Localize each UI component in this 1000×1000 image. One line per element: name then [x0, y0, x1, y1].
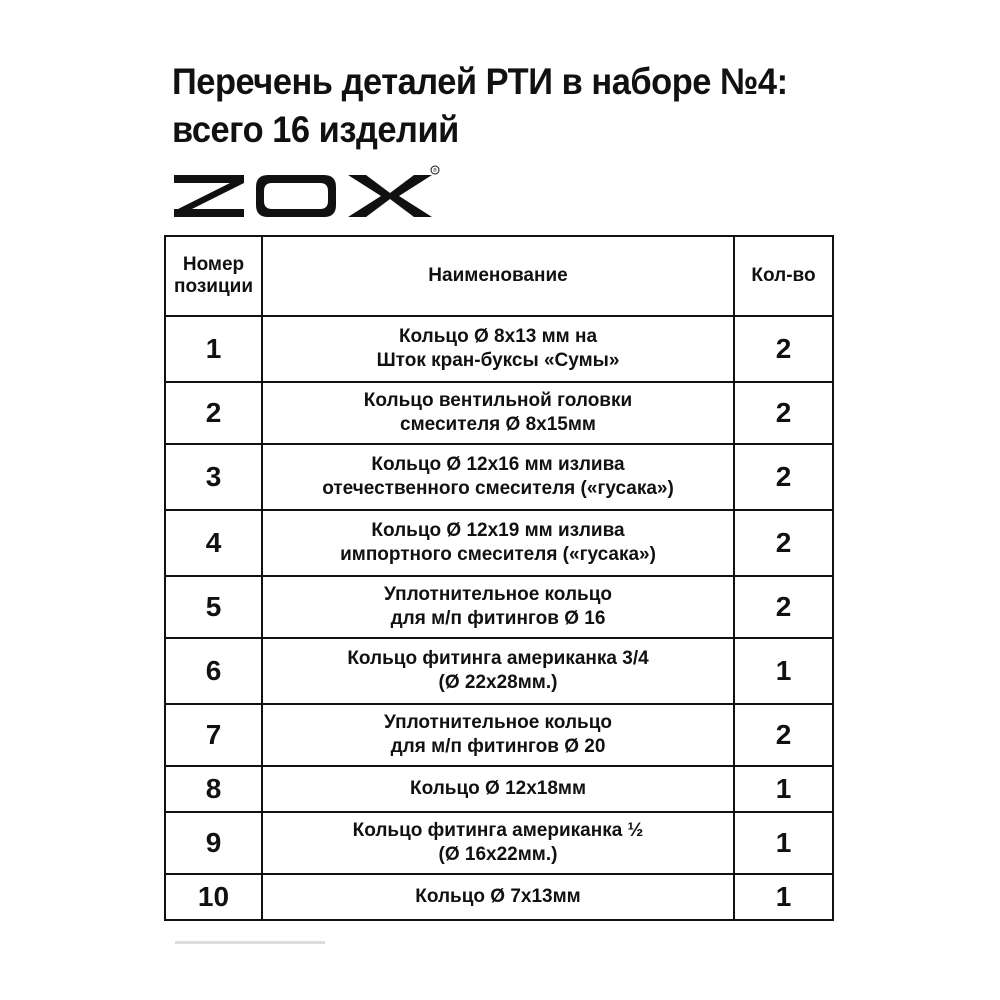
table-row	[165, 874, 833, 920]
row-name-line1: Уплотнительное кольцо	[384, 712, 612, 733]
row-quantity: 1	[734, 638, 833, 704]
row-quantity: 2	[734, 316, 833, 382]
page-heading	[172, 58, 788, 154]
row-name	[262, 704, 734, 766]
row-quantity: 1	[734, 874, 833, 920]
row-name	[262, 874, 734, 920]
row-quantity: 2	[734, 576, 833, 638]
row-name	[262, 766, 734, 812]
row-name-line2: Шток кран-буксы «Сумы»	[376, 350, 620, 371]
row-name-line1: Кольцо фитинга американка 3/4	[347, 648, 649, 669]
row-name-line1: Кольцо Ø 8x13 мм на	[398, 326, 598, 347]
table-row	[165, 444, 833, 510]
row-quantity: 2	[734, 510, 833, 576]
row-number: 10	[165, 874, 262, 920]
row-quantity: 2	[734, 444, 833, 510]
page-title: Перечень деталей РТИ в наборе №4:	[172, 61, 788, 102]
row-name	[262, 444, 734, 510]
table-row	[165, 638, 833, 704]
row-name	[262, 510, 734, 576]
row-name-line2: отечественного смесителя («гусака»)	[322, 478, 674, 499]
row-name-line2: смесителя Ø 8x15мм	[400, 414, 596, 435]
row-quantity: 2	[734, 704, 833, 766]
zox-logo	[172, 165, 440, 223]
row-name-line2: (Ø 16x22мм.)	[438, 844, 558, 865]
row-name-line1: Уплотнительное кольцо	[384, 584, 612, 605]
table-row	[165, 766, 833, 812]
scan-artifact	[175, 941, 325, 944]
row-name-line1: Кольцо фитинга американка ½	[352, 820, 644, 841]
header-qty: Кол-во	[734, 236, 833, 316]
header-name: Наименование	[262, 236, 734, 316]
row-name-line1: Кольцо Ø 12x18мм	[409, 778, 587, 799]
row-name	[262, 382, 734, 444]
row-name	[262, 576, 734, 638]
row-name	[262, 812, 734, 874]
row-name	[262, 638, 734, 704]
row-number: 7	[165, 704, 262, 766]
header-position-label: Номер позиции	[174, 254, 253, 297]
table-row	[165, 576, 833, 638]
row-quantity: 1	[734, 812, 833, 874]
row-name-line2: импортного смесителя («гусака»)	[340, 544, 656, 565]
row-number: 1	[165, 316, 262, 382]
page-subtitle: всего 16 изделий	[172, 109, 459, 150]
registered-mark: ®	[433, 168, 437, 174]
table-row	[165, 382, 833, 444]
row-number: 4	[165, 510, 262, 576]
row-name-line2: для м/п фитингов Ø 20	[390, 736, 606, 757]
table-header-row	[165, 236, 833, 316]
row-number: 5	[165, 576, 262, 638]
parts-table	[164, 235, 834, 921]
row-number: 2	[165, 382, 262, 444]
row-number: 9	[165, 812, 262, 874]
row-name-line2: (Ø 22x28мм.)	[438, 672, 558, 693]
row-name-line2: для м/п фитингов Ø 16	[390, 608, 606, 629]
table-row	[165, 812, 833, 874]
row-name-line1: Кольцо Ø 7x13мм	[415, 886, 581, 907]
table-row	[165, 316, 833, 382]
row-name	[262, 316, 734, 382]
row-name-line1: Кольцо Ø 12x19 мм излива	[371, 520, 625, 541]
row-number: 3	[165, 444, 262, 510]
row-number: 8	[165, 766, 262, 812]
header-position	[165, 236, 262, 316]
table-row	[165, 510, 833, 576]
row-name-line1: Кольцо Ø 12x16 мм излива	[371, 454, 625, 475]
table-row	[165, 704, 833, 766]
row-name-line1: Кольцо вентильной головки	[363, 390, 633, 411]
row-quantity: 1	[734, 766, 833, 812]
row-number: 6	[165, 638, 262, 704]
row-quantity: 2	[734, 382, 833, 444]
